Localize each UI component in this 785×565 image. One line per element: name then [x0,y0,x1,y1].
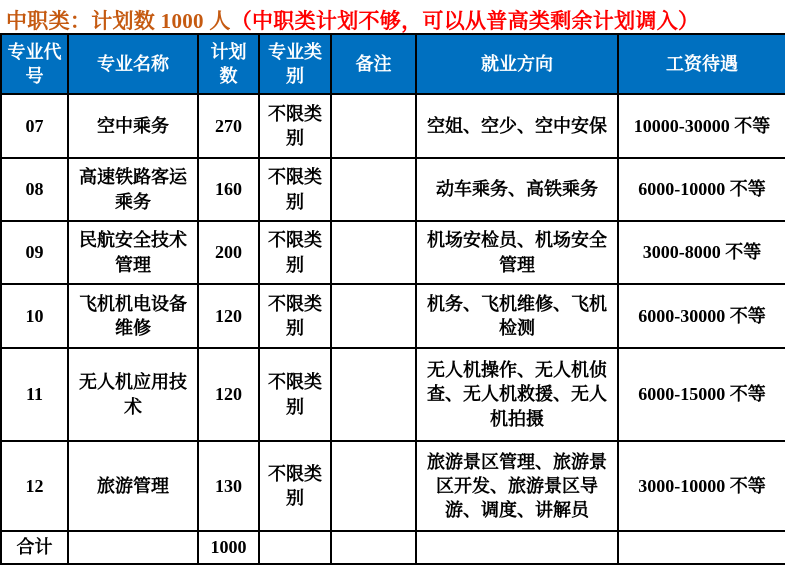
cell-major-code: 12 [1,441,68,531]
cell-remark [331,348,416,441]
cell-major-code: 07 [1,94,68,158]
cell-major-category: 不限类别 [259,284,331,348]
cell-major-code: 08 [1,158,68,221]
cell-employment: 无人机操作、无人机侦查、无人机救援、无人机拍摄 [416,348,618,441]
table-row-08 [1,158,785,221]
cell-employment: 旅游景区管理、旅游景区开发、旅游景区导游、调度、讲解员 [416,441,618,531]
cell-employment-empty [416,531,618,564]
cell-employment: 动车乘务、高铁乘务 [416,158,618,221]
title-main: 中职类：计划数 1000 人 [6,9,231,33]
cell-major-category-empty [259,531,331,564]
cell-major-name: 民航安全技术管理 [68,221,198,284]
cell-major-name: 高速铁路客运乘务 [68,158,198,221]
cell-remark [331,94,416,158]
cell-salary: 6000-30000 不等 [618,284,785,348]
cell-major-name: 空中乘务 [68,94,198,158]
cell-major-category: 不限类别 [259,441,331,531]
cell-salary: 3000-8000 不等 [618,221,785,284]
cell-remark-empty [331,531,416,564]
cell-plan-count: 120 [198,284,259,348]
cell-major-name-empty [68,531,198,564]
cell-major-category: 不限类别 [259,94,331,158]
col-header-major-name: 专业名称 [68,34,198,94]
cell-salary: 6000-15000 不等 [618,348,785,441]
cell-major-category: 不限类别 [259,158,331,221]
table-row-11 [1,348,785,441]
cell-total-label: 合计 [1,531,68,564]
cell-major-name: 无人机应用技术 [68,348,198,441]
cell-major-code: 11 [1,348,68,441]
table-row-12 [1,441,785,531]
col-header-major-category: 专业类别 [259,34,331,94]
cell-major-category: 不限类别 [259,348,331,441]
col-header-plan-count: 计划数 [198,34,259,94]
cell-plan-count: 160 [198,158,259,221]
cell-employment: 空姐、空少、空中安保 [416,94,618,158]
table-row-07 [1,94,785,158]
page-title [0,0,785,33]
cell-employment: 机场安检员、机场安全管理 [416,221,618,284]
cell-plan-count: 130 [198,441,259,531]
cell-remark [331,158,416,221]
cell-major-code: 09 [1,221,68,284]
cell-major-name: 飞机机电设备维修 [68,284,198,348]
cell-salary: 3000-10000 不等 [618,441,785,531]
cell-remark [331,441,416,531]
cell-salary: 10000-30000 不等 [618,94,785,158]
cell-employment: 机务、飞机维修、飞机检测 [416,284,618,348]
cell-plan-count: 200 [198,221,259,284]
total-row [1,531,785,564]
cell-total-plan: 1000 [198,531,259,564]
header-row [1,34,785,94]
cell-plan-count: 270 [198,94,259,158]
cell-major-category: 不限类别 [259,221,331,284]
cell-salary: 6000-10000 不等 [618,158,785,221]
cell-remark [331,221,416,284]
table-row-09 [1,221,785,284]
cell-plan-count: 120 [198,348,259,441]
table-row-10 [1,284,785,348]
col-header-major-code: 专业代号 [1,34,68,94]
title-note: （中职类计划不够，可以从普高类剩余计划调入） [230,9,700,33]
cell-major-code: 10 [1,284,68,348]
col-header-remark: 备注 [331,34,416,94]
cell-salary-empty [618,531,785,564]
cell-remark [331,284,416,348]
col-header-salary: 工资待遇 [618,34,785,94]
enrollment-plan-table [0,33,785,565]
col-header-employment: 就业方向 [416,34,618,94]
cell-major-name: 旅游管理 [68,441,198,531]
